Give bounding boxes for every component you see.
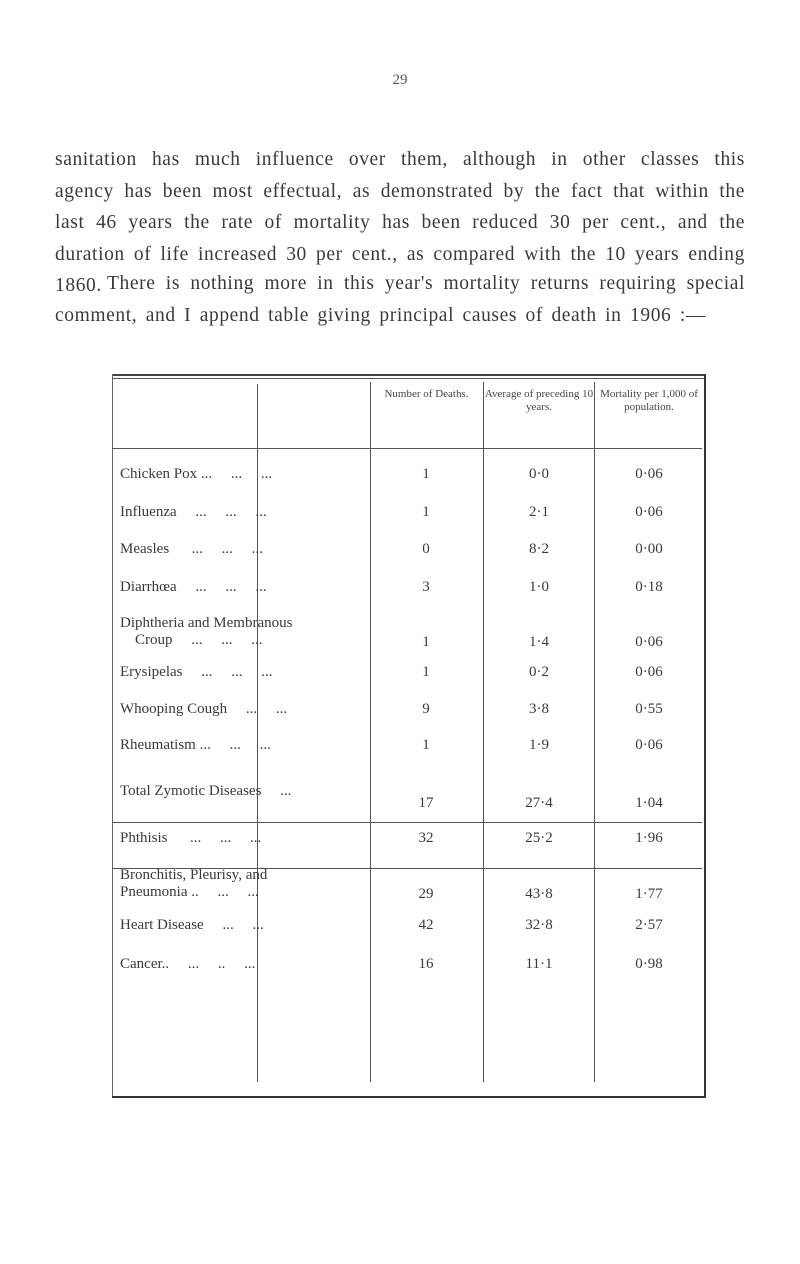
cell-deaths: 3	[422, 579, 430, 595]
cell-mortality: 1·04	[635, 795, 663, 811]
cell-mortality: 0·06	[635, 664, 663, 680]
cell-average: 1·9	[529, 737, 549, 753]
cell-average: 0·2	[529, 664, 549, 680]
col-divider-1	[257, 384, 258, 1082]
header-deaths: Number of Deaths.	[384, 388, 469, 400]
cell-deaths: 32	[418, 830, 434, 846]
cell-average: 3·8	[529, 701, 549, 717]
cell-mortality: 0·06	[635, 634, 663, 650]
cell-deaths: 29	[418, 886, 434, 902]
table-bottom-rule	[112, 1096, 705, 1098]
cell-average: 8·2	[529, 541, 549, 557]
cell-average: 43·8	[525, 886, 553, 902]
right-border	[704, 374, 706, 1098]
paragraph-2	[55, 268, 745, 331]
cell-deaths: 1	[422, 466, 430, 482]
cell-mortality: 0·00	[635, 541, 663, 557]
cell-average: 1·0	[529, 579, 549, 595]
page-number: 29	[392, 72, 408, 88]
row-label: Diarrhœa ... ... ...	[120, 579, 267, 595]
table-top-rule	[112, 374, 705, 376]
cell-average: 32·8	[525, 917, 553, 933]
cell-mortality: 2·57	[635, 917, 663, 933]
row-label: Heart Disease ... ...	[120, 917, 264, 933]
table-top-rule-inner	[112, 378, 705, 379]
row-label: Bronchitis, Pleurisy, and Pneumonia .. ... ...	[120, 867, 268, 900]
paragraph-text: sanitation has much influence over them, although in other classes this agency has been most effectual, as demonstrated by the fact that within the last 46 years the rate of mortality has been reduced 30 per cent., and the duration of life increased 30 per cent., as compared with the 10 years ending 1860.	[55, 149, 745, 296]
cell-mortality: 0·98	[635, 956, 663, 972]
section-rule-2	[112, 868, 702, 869]
col-divider-3	[483, 382, 484, 1082]
row-label: Measles ... ... ...	[120, 541, 263, 557]
row-label: Influenza ... ... ...	[120, 504, 267, 520]
cell-mortality: 0·06	[635, 504, 663, 520]
cell-deaths: 1	[422, 737, 430, 753]
row-label: Cancer.. ... .. ...	[120, 956, 256, 972]
cell-deaths: 0	[422, 541, 430, 557]
paragraph-text: There is nothing more in this year's mortality returns requiring special comment, and I append table giving principal causes of death in 1906 :—	[55, 273, 745, 326]
col-divider-4	[594, 382, 595, 1082]
cell-deaths: 9	[422, 701, 430, 717]
cell-average: 25·2	[525, 830, 553, 846]
header-average: Average of preceding 10 years.	[484, 388, 594, 413]
row-label: Chicken Pox ... ... ...	[120, 466, 273, 482]
row-label: Diphtheria and Membranous Croup ... ... ...	[120, 615, 293, 648]
cell-mortality: 1·96	[635, 830, 663, 846]
left-border	[112, 374, 113, 1096]
cell-average: 27·4	[525, 795, 553, 811]
row-label: Total Zymotic Diseases ...	[120, 783, 292, 799]
cell-deaths: 1	[422, 634, 430, 650]
header-mortality: Mortality per 1,000 of population.	[600, 388, 698, 413]
cell-mortality: 0·06	[635, 737, 663, 753]
row-label: Erysipelas ... ... ...	[120, 664, 273, 680]
section-rule-1	[112, 822, 702, 823]
cell-deaths: 1	[422, 504, 430, 520]
cell-mortality: 0·06	[635, 466, 663, 482]
cell-deaths: 1	[422, 664, 430, 680]
cell-average: 1·4	[529, 634, 549, 650]
cell-average: 0·0	[529, 466, 549, 482]
cell-average: 11·1	[525, 956, 553, 972]
row-label: Phthisis ... ... ...	[120, 830, 262, 846]
cell-mortality: 0·18	[635, 579, 663, 595]
cell-deaths: 17	[418, 795, 434, 811]
cell-deaths: 42	[418, 917, 434, 933]
header-rule	[112, 448, 702, 449]
cell-deaths: 16	[418, 956, 434, 972]
cell-mortality: 0·55	[635, 701, 663, 717]
col-divider-2	[370, 382, 371, 1082]
cell-mortality: 1·77	[635, 886, 663, 902]
row-label: Rheumatism ... ... ...	[120, 737, 271, 753]
mortality-table	[112, 374, 705, 1098]
row-label: Whooping Cough ... ...	[120, 701, 288, 717]
cell-average: 2·1	[529, 504, 549, 520]
